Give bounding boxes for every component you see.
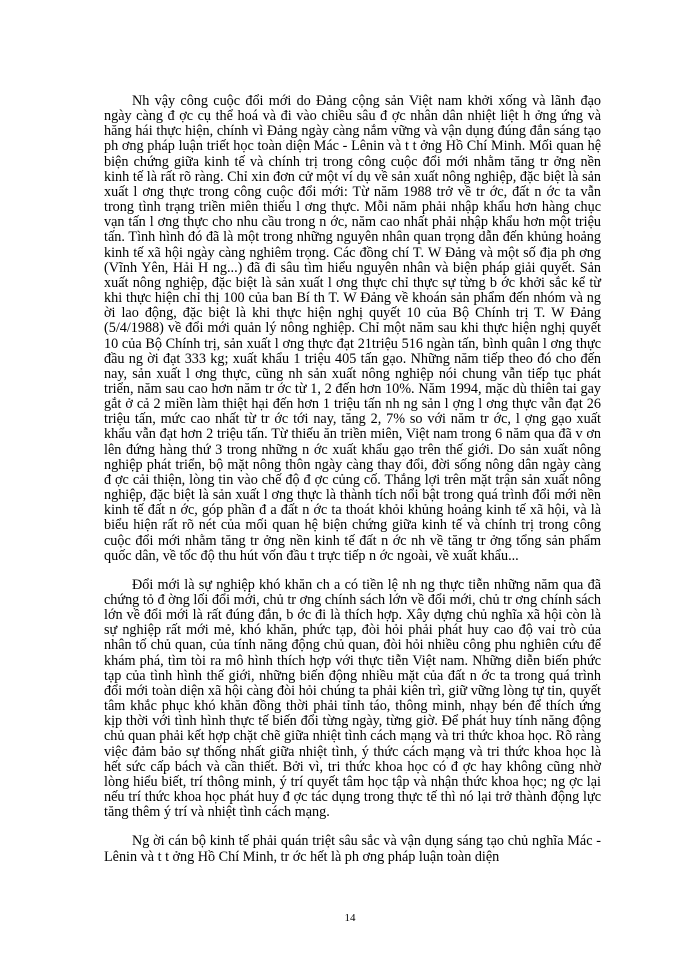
paragraph-1: Nh vậy công cuộc đổi mới do Đảng cộng sản Việt nam khởi xống và lãnh đạo ngày càng đ ợc cụ thể hoá và đi vào chiều sâu đ ợc nhân dân nhiệt liệt h ởng ứng và hăng hái thực hiện, chính vì Đảng ngày càng nắm vững và vận dụng đúng đắn sáng tạo ph ơng pháp luận triết học toàn diện Mác - Lênin và t t ởng Hồ Chí Minh. Mối quan hệ biện chứng giữa kinh tế và chính trị trong công cuộc đổi mới nhằm tăng tr ởng nền kinh tế là rất rõ ràng. Chỉ xin đơn cử một ví dụ về sản xuất nông nghiệp, đặc biệt là sản xuất l ơng thực trong công cuộc đổi mới: Từ năm 1988 trở về tr ớc, đất n ớc ta vẫn trong tình trạng triền miên thiếu l ơng thực. Mỗi năm phải nhập khẩu hơn hàng chục vạn tấn l ơng thực cho nhu cầu trong n ớc, năm cao nhất phải nhập khẩu hơn một triệu tấn. Tình hình đó đã là một trong những nguyên nhân quan trọng dẫn đến khủng hoảng kinh tế xã hội ngày càng nghiêm trọng. Các đồng chí T. W Đảng và một số địa ph ơng (Vĩnh Yên, Hải H ng...) đã đi sâu tìm hiểu nguyên nhân và biện pháp giải quyết. Sản xuất nông nghiệp, đặc biệt là sản xuất l ơng thực chỉ thực sự từng b ớc khởi sắc kể từ khi thực hiện chỉ thị 100 của ban Bí th T. W Đảng về khoán sản phẩm đến nhóm và ng ời lao động, đặc biệt là khi thực hiện nghị quyết 10 của Bộ Chính trị T. W Đảng (5/4/1988) về đổi mới quản lý nông nghiệp. Chỉ một năm sau khi thực hiện nghị quyết 10 của Bộ Chính trị, sản xuất l ơng thực đạt 21triệu 516 ngàn tấn, bình quân l ơng thực đầu ng ời đạt 333 kg; xuất khẩu 1 triệu 405 tấn gạo. Những năm tiếp theo đó cho đến nay, sản xuất l ơng thực, cũng nh sản xuất nông nghiệp nói chung vẫn tiếp tục phát triển, năm sau cao hơn năm tr ớc từ 1, 2 đến hơn 10%. Năm 1994, mặc dù thiên tai gay gắt ở cả 2 miền làm thiệt hại đến hơn 1 triệu tấn nh ng sản l ợng l ơng thực vẫn đạt 26 triệu tấn, mức cao nhất từ tr ớc tới nay, tăng 2, 7% so với năm tr ớc, l ợng gạo xuất khẩu vẫn đạt hơn 2 triệu tấn. Từ thiếu ăn triền miên, Việt nam trong 6 năm qua đã v ơn lên đứng hàng thứ 3 trong những n ớc xuất khẩu gạo trên thế giới. Do sản xuất nông nghiệp phát triển, bộ mặt nông thôn ngày càng thay đổi, đời sống nông dân ngày càng đ ợc cải thiện, lòng tin vào chế độ đ ợc củng cố. Thắng lợi trên mặt trận sản xuất nông nghiệp, đặc biệt là sản xuất l ơng thực là thành tích nổi bật trong quá trình đổi mới nền kinh tế đất n ớc, góp phần đ a đất n ớc ta thoát khỏi khủng hoảng kinh tế xã hội, và là biểu hiện rất rõ nét của mối quan hệ biện chứng giữa kinh tế và chính trị trong công cuộc đổi mới nhằm tăng tr ởng nền kinh tế đất n ớc nh về tăng tr ởng tổng sản phẩm quốc dân, về tốc độ thu hút vốn đầu t trực tiếp n ớc ngoài, về xuất khẩu... xyxy=(104,93,601,564)
paragraph-3: Ng ời cán bộ kinh tế phải quán triệt sâu sắc và vận dụng sáng tạo chủ nghĩa Mác - Lênin và t t ởng Hồ Chí Minh, tr ớc hết là ph ơng pháp luận toàn diện xyxy=(104,833,601,865)
paragraph-2: Đổi mới là sự nghiệp khó khăn ch a có tiền lệ nh ng thực tiễn những năm qua đã chứng tỏ đ ờng lối đổi mới, chủ tr ơng chính sách lớn về đổi mới, chủ tr ơng chính sách lớn về đổi mới là rất đúng đắn, b ớc đi là thích hợp. Xây dựng chủ nghĩa xã hội còn là sự nghiệp rất mới mẻ, khó khăn, phức tạp, đòi hỏi phải phát huy cao độ vai trò của nhân tố chủ quan, của tính năng động chủ quan, đòi hỏi nhiều công phu nghiên cứu để khám phá, tìm tòi ra mô hình thích hợp với thực tiễn Việt nam. Những diễn biến phức tạp của tình hình thế giới, những biến động nhiều mặt của đất n ớc ta trong quá trình đổi mới toàn diện xã hội càng đòi hỏi chúng ta phải kiên trì, giữ vững lòng tự tin, quyết tâm khắc phục khó khăn đồng thời phải tỉnh táo, thông minh, nhạy bén để thích ứng kịp thời với tình hình thực tế biến đổi từng ngày, từng giờ. Để phát huy tính năng động chủ quan phải kết hợp chặt chẽ giữa nhiệt tình cách mạng và tri thức khoa học. Rõ ràng việc đảm bảo sự thống nhất giữa nhiệt tình, ý thức cách mạng và tri thức khoa học là hết sức cấp bách và cần thiết. Bởi vì, tri thức khoa học có đ ợc hay không cũng nhờ lòng hiểu biết, trí thông minh, ý trí quyết tâm học tập và nhận thức khoa học; ng ợc lại nếu trí thức khoa học phát huy đ ợc tác dụng trong thực tế thì nó lại trở thành động lực tăng thêm ý trí và nhiệt tình cách mạng. xyxy=(104,576,601,821)
page-number: 14 xyxy=(344,912,356,924)
page-body xyxy=(104,94,601,865)
